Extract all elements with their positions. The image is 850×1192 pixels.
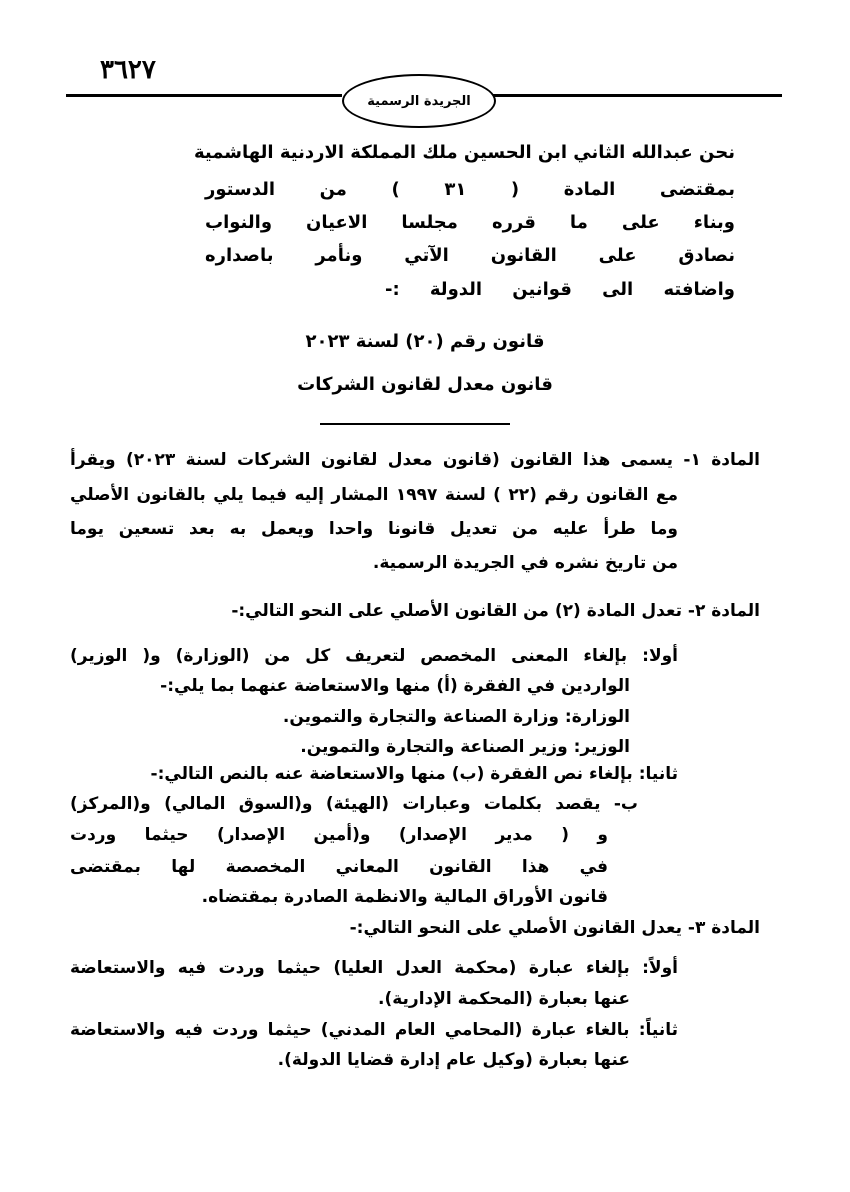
article-2-b-line-1: ب- يقصد بكلمات وعبارات (الهيئة) و(السوق المالي) و(المركز) [70,794,638,814]
article-2-b-line-4: قانون الأوراق المالية والانظمة الصادرة بمقتضاه. [201,887,608,907]
preamble-line-3: وبناء على ما قرره مجلسا الاعيان والنواب [205,212,735,233]
article-2-b-line-3: في هذا القانون المعاني المخصصة لها بمقتضى [70,857,608,877]
header-rule-right [492,94,782,97]
article-1-line-2: مع القانون رقم (٢٢ ) لسنة ١٩٩٧ المشار إليه فيما يلي بالقانون الأصلي [70,485,678,505]
article-2-first-line-2: الواردين في الفقرة (أ) منها والاستعاضة عنهما بما يلي:- [160,676,630,696]
law-number: قانون رقم (٢٠) لسنة ٢٠٢٣ [305,331,545,352]
article-2-b-line-2: و ( مدير الإصدار) و(أمين الإصدار) حيثما وردت [70,825,608,845]
article-1-line-1: المادة ١- يسمى هذا القانون (قانون معدل لقانون الشركات لسنة ٢٠٢٣) ويقرأ [70,450,760,470]
article-2-ministry-definition: الوزارة: وزارة الصناعة والتجارة والتموين. [282,707,630,727]
article-1-line-3: وما طرأ عليه من تعديل قانونا واحدا ويعمل به بعد تسعين يوما [70,519,678,539]
article-2-first-line-1: أولا: بإلغاء المعنى المخصص لتعريف كل من (الوزارة) و( الوزير) [70,646,678,666]
article-3-second-line-1: ثانياً: بالغاء عبارة (المحامي العام المدني) حيثما وردت فيه والاستعاضة [70,1020,678,1040]
gazette-masthead-oval [342,74,496,128]
article-3-second-line-2: عنها بعبارة (وكيل عام إدارة قضايا الدولة). [277,1050,630,1070]
article-1-line-4: من تاريخ نشره في الجريدة الرسمية. [372,553,678,573]
preamble-line-5: واضافته الى قوانين الدولة :- [385,279,735,300]
page-number: ٣٦٢٧ [100,55,156,85]
law-title: قانون معدل لقانون الشركات [297,374,553,395]
article-3-first-line-1: أولاً: بإلغاء عبارة (محكمة العدل العليا) حيثما وردت فيه والاستعاضة [70,958,678,978]
article-2-second: ثانيا: بإلغاء نص الفقرة (ب) منها والاستعاضة عنه بالنص التالي:- [150,764,678,784]
article-2-heading: المادة ٢- تعدل المادة (٢) من القانون الأصلي على النحو التالي:- [231,601,760,621]
masthead-title: الجريدة الرسمية [367,93,471,109]
article-3-heading: المادة ٣- يعدل القانون الأصلي على النحو التالي:- [349,918,760,938]
preamble-line-2: بمقتضى المادة ( ٣١ ) من الدستور [205,179,735,200]
header-rule-left [66,94,342,97]
title-separator [320,423,510,425]
preamble-line-1: نحن عبدالله الثاني ابن الحسين ملك المملكة الاردنية الهاشمية [193,142,735,163]
article-2-minister-definition: الوزير: وزير الصناعة والتجارة والتموين. [300,737,630,757]
article-3-first-line-2: عنها بعبارة (المحكمة الإدارية). [377,989,630,1009]
preamble-line-4: نصادق على القانون الآتي ونأمر باصداره [205,245,735,266]
